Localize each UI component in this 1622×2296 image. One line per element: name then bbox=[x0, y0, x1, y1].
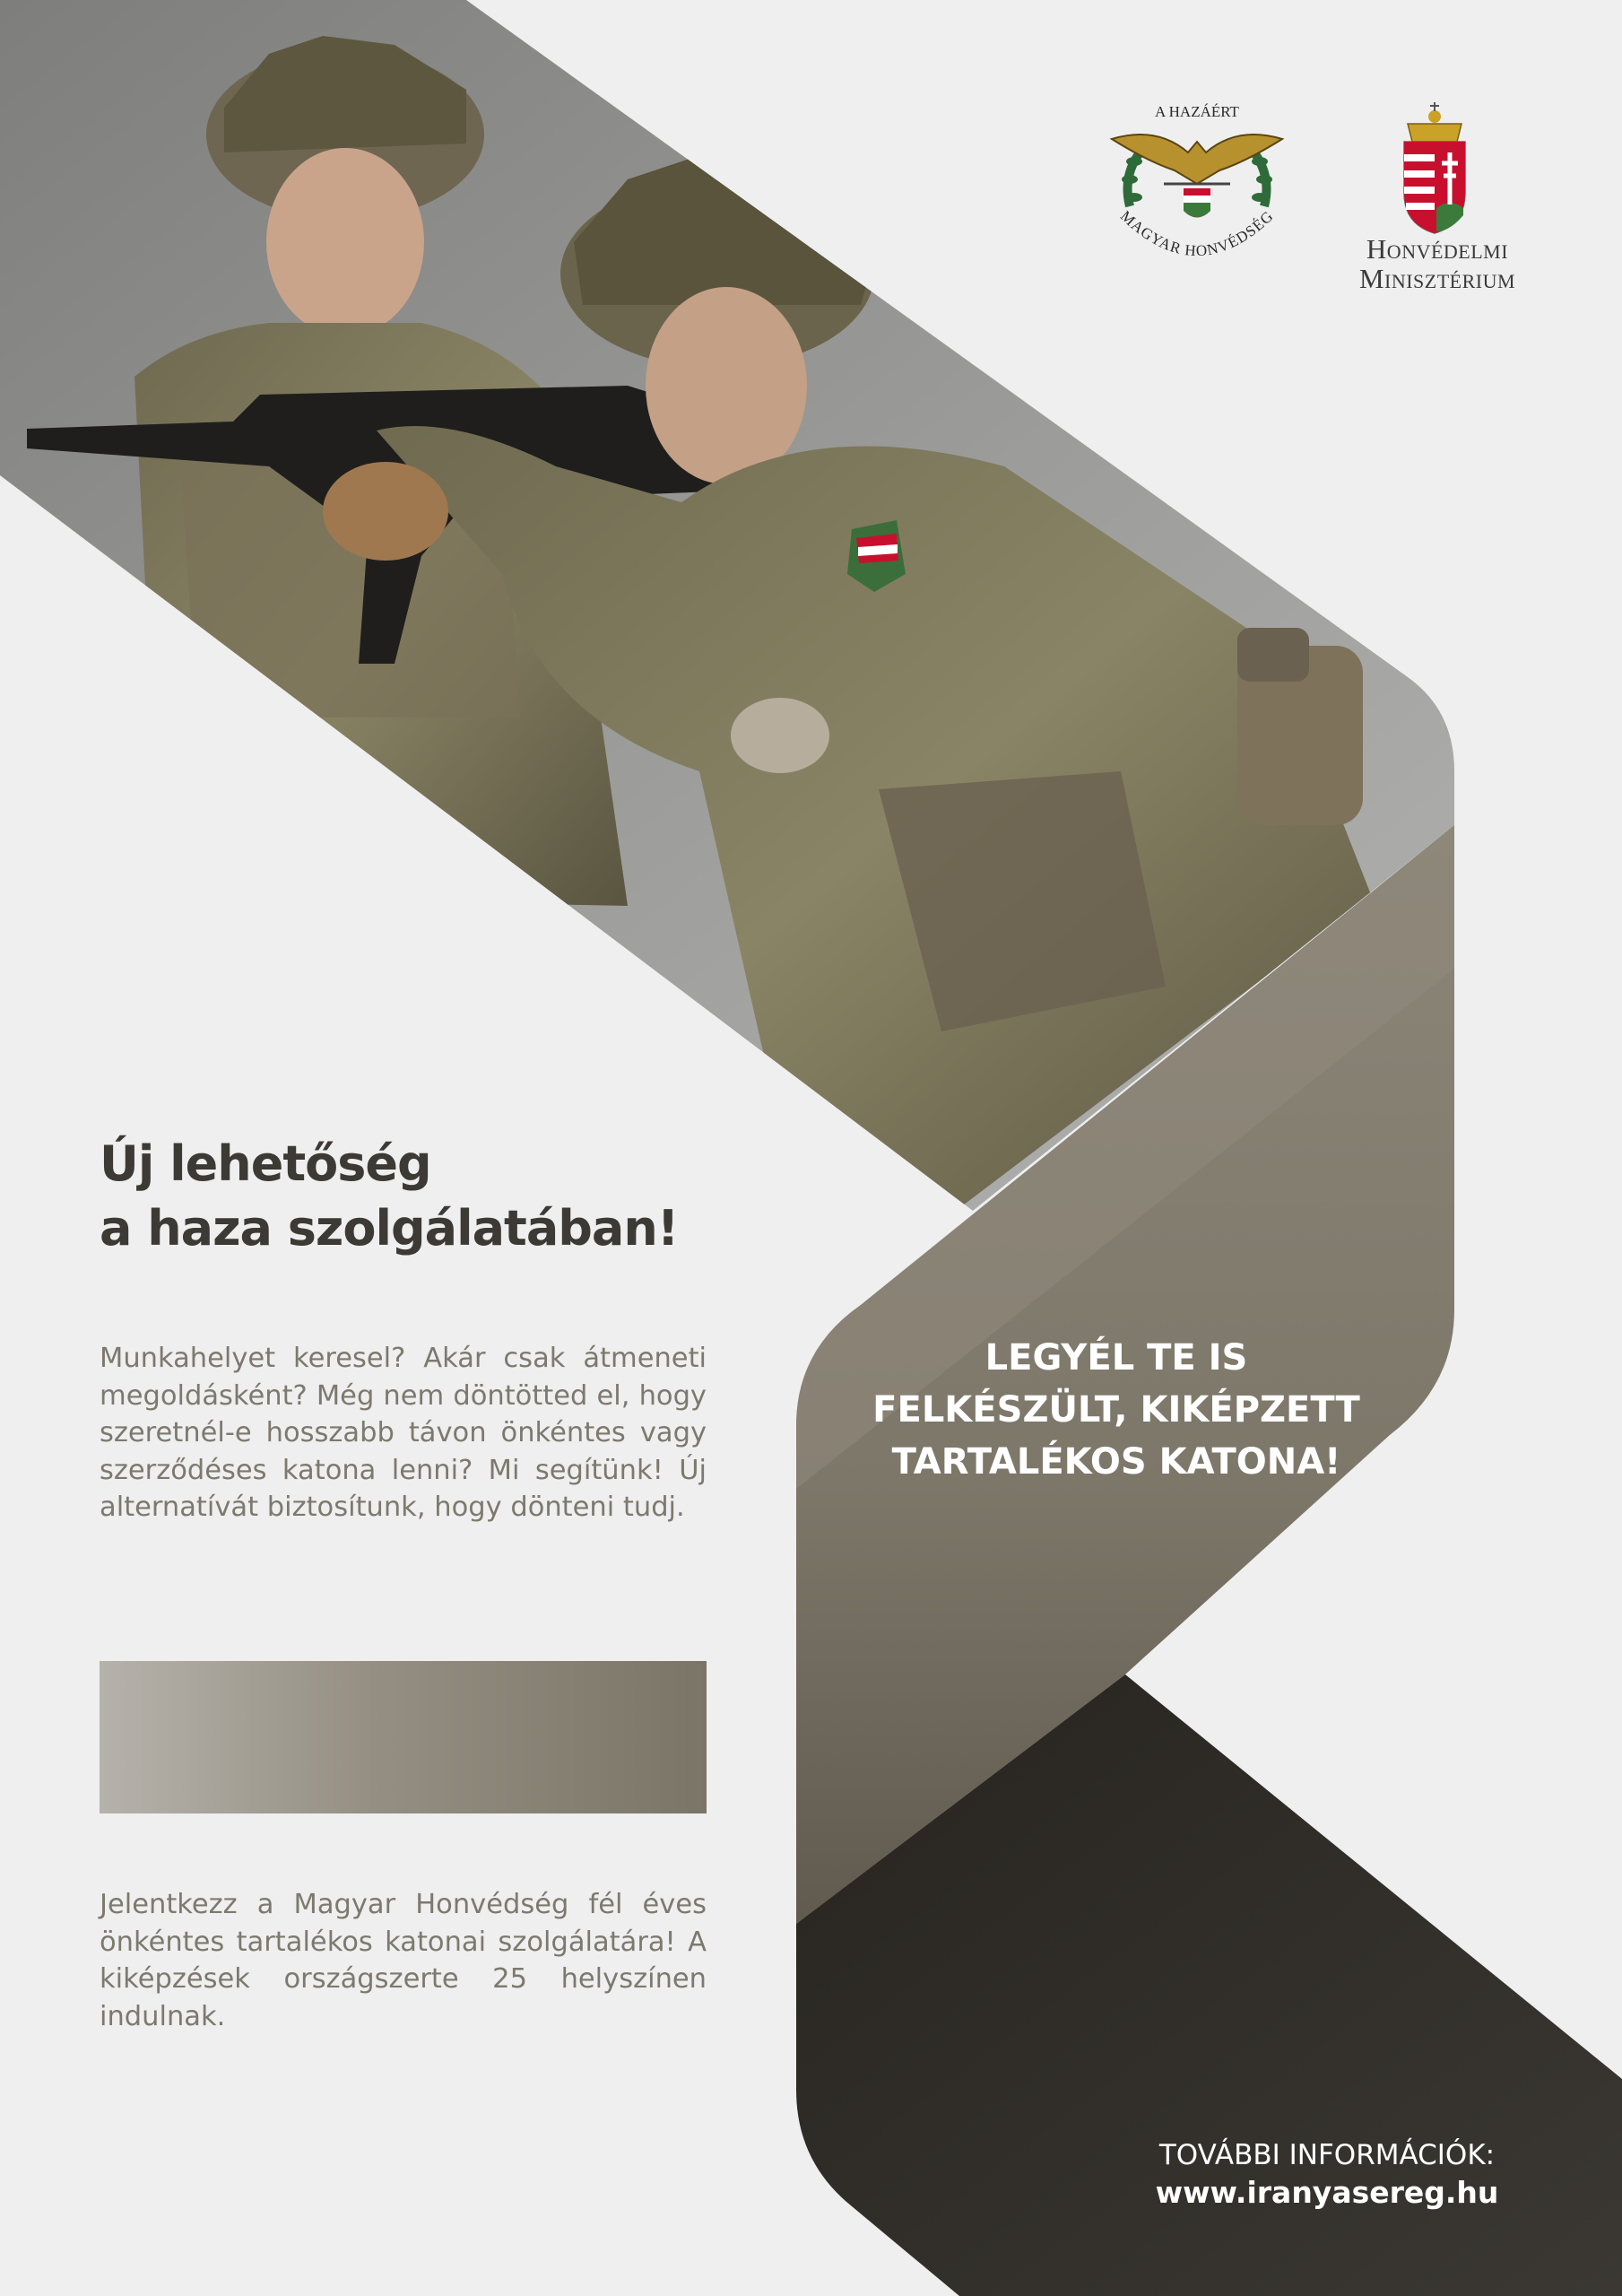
website-link[interactable]: www.iranyasereg.hu bbox=[1155, 2175, 1499, 2210]
ministry-name-line-2: Minisztérium bbox=[1358, 262, 1516, 294]
more-info-label: TOVÁBBI INFORMÁCIÓK: bbox=[1158, 2139, 1496, 2171]
cta-line-3: TARTALÉKOS KATONA! bbox=[891, 1441, 1341, 1483]
gradient-bar bbox=[100, 1661, 707, 1813]
magyar-honvedseg-emblem bbox=[1094, 99, 1300, 278]
application-paragraph: Jelentkezz a Magyar Honvédség fél éves önkéntes tartalékos katonai szolgálatára! A kiképzések országszerte 25 helyszínen indulnak. bbox=[100, 1889, 707, 2032]
emblem-bottom-text: MAGYAR HONVÉDSÉG bbox=[1116, 207, 1278, 260]
headline-line-1: Új lehetőség bbox=[100, 1135, 431, 1192]
headline bbox=[100, 1132, 678, 1261]
cta-line-2: FELKÉSZÜLT, KIKÉPZETT bbox=[872, 1389, 1360, 1431]
ministry-name bbox=[1325, 235, 1549, 293]
call-to-action bbox=[807, 1332, 1426, 1488]
more-info bbox=[1103, 2136, 1551, 2212]
emblem-top-text: A HAZÁÉRT bbox=[1155, 103, 1239, 120]
ministry-name-line-1: Honvédelmi bbox=[1366, 233, 1509, 265]
intro-paragraph: Munkahelyet keresel? Akár csak átmeneti megoldásként? Még nem döntötted el, hogy szeretnél-e hosszabb távon önkéntes vagy szerződéses katona lenni? Mi segítünk! Új alternatívát biztosítunk, hogy dönteni tudj. bbox=[100, 1343, 707, 1523]
headline-line-2: a haza szolgálatában! bbox=[100, 1200, 679, 1257]
cta-line-1: LEGYÉL TE IS bbox=[984, 1337, 1248, 1378]
